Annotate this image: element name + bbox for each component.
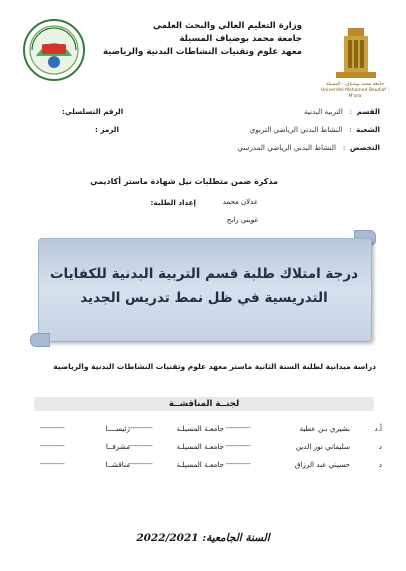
branch-row: الشعبة : النشاط البدني الرياضي التربوي (249, 125, 380, 134)
divider-dashes: ----------- (40, 424, 65, 432)
divider-dashes: ----------- (226, 460, 251, 468)
institute-logo (22, 18, 86, 82)
institute-line: معهد علوم وتقنيات النشاطات البدنية والرياضية (102, 47, 302, 57)
academic-year: السنة الجامعية: 2022/2021 (136, 532, 270, 544)
university-logo (324, 22, 388, 86)
divider-dashes: ----------- (40, 442, 65, 450)
member-grade: أ.د (374, 424, 382, 433)
divider-dashes: ----------- (128, 442, 153, 450)
divider-dashes: ----------- (226, 424, 251, 432)
specialty-row: التخصص : النشاط البدني الرياضي المدرسي (237, 143, 380, 152)
department-row: القسم : التربية البدنية (304, 107, 380, 116)
member-name: سليماني نور الدين (295, 442, 350, 451)
member-grade: د (378, 442, 382, 451)
member-grade: د (378, 460, 382, 469)
university-logo-caption: جامعة محمد بوضياف - المسيلة Université Mohamed Boudiaf - M'sila (320, 82, 390, 99)
member-university: جامعـة المسيلـة (176, 460, 224, 469)
divider-dashes: ----------- (226, 442, 251, 450)
memo-statement: مذكرة ضمن متطلبات نيل شهادة ماستر أكاديمي (90, 177, 278, 186)
thesis-title-line-1: درجة امتلاك طلبة قسم التربية البدنية للكفايات (49, 266, 359, 282)
divider-dashes: ----------- (40, 460, 65, 468)
member-university: جامعـة المسيلـة (176, 442, 224, 451)
member-role: مناقشــا (105, 460, 130, 469)
department-label: القسم (356, 107, 380, 116)
member-name: حسيني عبد الرزاق (294, 460, 350, 469)
student-name: غويني رابح (226, 216, 258, 224)
university-line: جامعة محمد بوضياف المسيلة (179, 34, 302, 44)
committee-title: لجنــة المناقشــة (34, 397, 374, 411)
member-name: بشيري بـن عطية (299, 424, 350, 433)
department-value: التربية البدنية (304, 107, 343, 116)
specialty-label: التخصص (349, 143, 380, 152)
member-role: رئيســــا (105, 424, 130, 433)
divider-dashes: ----------- (128, 460, 153, 468)
thesis-title (46, 262, 362, 310)
code-label: الرمز : (95, 125, 119, 134)
branch-value: النشاط البدني الرياضي التربوي (249, 125, 343, 134)
ministry-line: وزارة التعليم العالي والبحث العلمي (153, 21, 302, 31)
divider-dashes: ----------- (128, 424, 153, 432)
institution-header (102, 20, 302, 59)
banner-curl (30, 333, 50, 347)
serial-number-label: الرقم التسلسلي: (62, 107, 124, 116)
specialty-value: النشاط البدني الرياضي المدرسي (237, 143, 336, 152)
student-name: عدلان محمد (222, 198, 258, 206)
member-role: مشرفــا (105, 442, 130, 451)
thesis-title-line-2: التدريسية في ظل نمط تدريس الجديد (80, 290, 328, 306)
study-description: دراسة ميدانية لطلبة السنة الثانية ماستر معهد علوم وتقنيات النشاطات البدنية والرياضية (53, 362, 376, 371)
prepared-by-label: إعداد الطلبة: (150, 198, 196, 207)
branch-label: الشعبة (356, 125, 380, 134)
member-university: جامعـة المسيلـة (176, 424, 224, 433)
